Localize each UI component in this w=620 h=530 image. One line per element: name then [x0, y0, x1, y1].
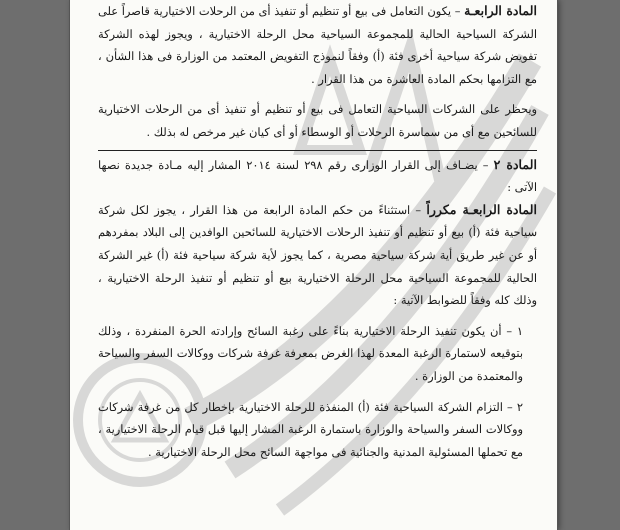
article-2-text: – يضـاف إلى القرار الوزارى رقم ٢٩٨ لسنة ٢٠١٤ المشار إليه مـادة جديدة نصها الآتى : — [98, 157, 537, 195]
article-4-paragraph — [98, 0, 537, 90]
article-4-text-2: ويحظر على الشركات السياحية التعامل فى بيع أو تنظيم أو تنفيذ أى من الرحلات الاختيارية للسائحين مع أى من سماسرة الرحلات أو الوسطاء أو أى كيان غير مرخص له بذلك . — [98, 102, 537, 139]
article-4-heading: المادة الرابعـة — [464, 3, 537, 18]
section-divider — [98, 150, 537, 151]
condition-2: ٢ – التزام الشركة السياحية فئة (أ) المنفذة للرحلة الاختيارية بإخطار كل من غرفة شركات ووكالات السفر والسياحة والوزارة باستمارة الرغبة المشار إليها قبل قيام الرحلة الاختيارية ، مع تحملها المسئولية المدنية والجنائية فى مواجهة السائح محل الرحلة الاختيارية . — [98, 399, 523, 459]
document-body — [98, 0, 537, 463]
condition-1: ١ – أن يكون تنفيذ الرحلة الاختيارية بناءً على رغبة السائح وإرادته الحرة المنفردة ، وذلك بتوقيعه لاستمارة الرغبة المعدة لهذا الغرض بمعرفة غرفة شركات ووكالات السفر والسياحة والمعتمدة من الوزارة . — [98, 323, 523, 383]
document-page — [70, 0, 557, 530]
article-4-bis-heading: المادة الرابعـة مكرراً — [426, 201, 537, 217]
article-2-heading: المادة ٢ — [493, 156, 538, 172]
article-4-bis-text: – استثناءً من حكم المادة الرابعة من هذا القرار ، يجوز لكل شركة سياحية فئة (أ) بيع أو تنظيم أو تنفيذ الرحلات الاختيارية للسائحين الوافدين إلى البلاد بمفردهم أو عن غير طريق أية شركة سياحية مصرية ، كما يجوز لأية شركة سياحية فئة (أ) غير الشركة الحالية للمجموعة السياحية محل الرحلة الاختيارية بيع أو تنظيم أو تنفيذ الرحلة الاختيارية ، وذلك كله وفقاً للضوابط الآتية : — [98, 202, 537, 308]
article-2-paragraph — [98, 154, 537, 199]
article-4-paragraph-2 — [98, 98, 537, 143]
article-4-bis-paragraph — [98, 199, 537, 312]
article-4-text: – يكون التعامل فى بيع أو تنظيم أو تنفيذ أى من الرحلات الاختيارية قاصراً على الشركة السياحية الحالية للمجموعة السياحية محل الرحلة الاختيارية ، ويجوز لهذه الشركة تفويض شركة سياحية أخرى فئة (أ) وفقاً لنموذج التفويض المعتمد من الوزارة فى هذا الشأن ، مع التزامها بحكم المادة العاشرة من هذا القرار . — [98, 4, 537, 86]
